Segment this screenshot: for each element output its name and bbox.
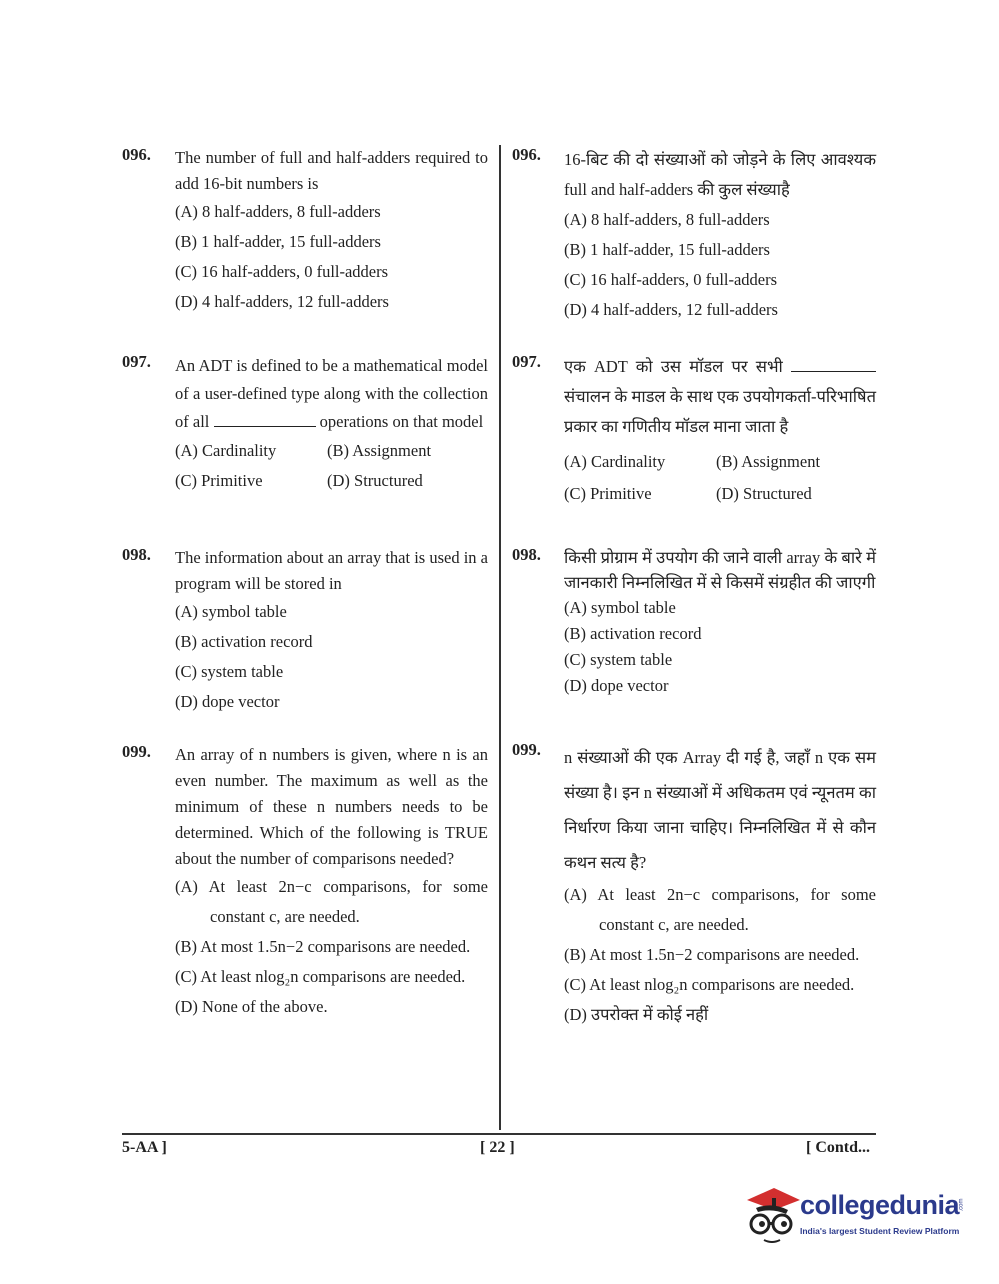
booklet-code: 5-AA ] [122, 1139, 167, 1156]
question-number: 097. [122, 352, 151, 371]
answer-blank [791, 357, 876, 372]
question-097-en [122, 352, 488, 496]
footer-rule [122, 1133, 876, 1135]
question-text: The number of full and half-adders required to add 16-bit numbers is [175, 148, 488, 193]
option-d: (D) None of the above. [175, 997, 328, 1016]
answer-blank [214, 412, 316, 427]
option-c: (C) Primitive [175, 471, 263, 490]
question-number: 098. [512, 545, 541, 564]
option-a: (A) Cardinality [175, 441, 277, 460]
question-text: The information about an array that is used in a program will be stored in [175, 548, 488, 593]
question-text: 16-बिट की दो संख्याओं को जोड़ने के लिए आवश्यक full and half-adders की कुल संख्याहै [564, 150, 876, 199]
question-number: 099. [512, 740, 541, 759]
option-b: (B) At most 1.5n−2 comparisons are needed. [175, 937, 471, 956]
question-number: 096. [122, 145, 151, 164]
question-099-en [122, 742, 488, 1022]
options-row-2 [564, 478, 876, 510]
option-d: (D) Structured [716, 484, 812, 503]
question-099-hi [512, 740, 876, 1030]
option-c: (C) 16 half-adders, 0 full-adders [564, 270, 778, 289]
option-d: (D) Structured [327, 471, 423, 490]
continued-label: [ Contd... [806, 1139, 871, 1156]
question-096-en [122, 145, 488, 317]
option-d: (D) dope vector [564, 676, 669, 695]
options-row-2 [175, 466, 488, 496]
option-a: (A) 8 half-adders, 8 full-adders [175, 202, 381, 221]
option-b: (B) activation record [564, 624, 702, 643]
question-number: 098. [122, 545, 151, 564]
collegedunia-mascot-icon [742, 1180, 802, 1250]
option-a: (A) At least 2n−c comparisons, for some constant c, are needed. [175, 877, 488, 926]
option-d: (D) dope vector [175, 692, 280, 711]
brand-name: collegedunia [800, 1190, 960, 1220]
question-text: An array of n numbers is given, where n is an even number. The maximum as well as the minimum of these n numbers needs to be determined. Which of the following is TRUE about the number of comparisons needed? [175, 745, 488, 868]
question-text-before: An ADT is defined to be a mathematical model of a user-defined type along with the collection of all [175, 356, 488, 431]
option-b: (B) Assignment [327, 441, 432, 460]
option-a: (A) At least 2n−c comparisons, for some constant c, are needed. [564, 885, 876, 934]
column-divider [499, 145, 501, 1130]
page-number: [ 22 ] [480, 1139, 515, 1156]
option-d: (D) उपरोक्त में कोई नहीं [564, 1005, 709, 1024]
option-b: (B) activation record [175, 632, 313, 651]
option-a: (A) Cardinality [564, 452, 666, 471]
option-c: (C) 16 half-adders, 0 full-adders [175, 262, 389, 281]
option-c: (C) At least nlog₂n comparisons are needed. [564, 975, 855, 994]
question-text [175, 352, 488, 436]
option-b: (B) At most 1.5n−2 comparisons are needed. [564, 945, 860, 964]
option-c: (C) At least nlog₂n comparisons are needed. [175, 967, 466, 986]
question-098-en [122, 545, 488, 717]
question-098-hi [512, 545, 876, 699]
brand-domain: .com [958, 1198, 965, 1212]
question-text-after: operations on that model [319, 412, 484, 431]
option-a: (A) symbol table [175, 602, 287, 621]
option-d: (D) 4 half-adders, 12 full-adders [564, 300, 778, 319]
question-text: n संख्याओं की एक Array दी गई है, जहाँ n एक सम संख्या है। इन n संख्याओं में अधिकतम एवं न्यूनतम का निर्धारण किया जाना चाहिए। निम्नलिखित में से कौन कथन सत्य है? [564, 748, 876, 872]
option-b: (B) 1 half-adder, 15 full-adders [175, 232, 381, 251]
question-096-hi [512, 145, 876, 325]
option-a: (A) 8 half-adders, 8 full-adders [564, 210, 770, 229]
question-number: 097. [512, 352, 541, 371]
question-text-after: संचालन के माडल के साथ एक उपयोगकर्ता-परिभाषित प्रकार का गणितीय मॉडल माना जाता है [564, 387, 876, 436]
option-c: (C) system table [564, 650, 673, 669]
question-number: 096. [512, 145, 541, 164]
brand-tagline: India's largest Student Review Platform [800, 1226, 960, 1236]
option-b: (B) Assignment [716, 452, 821, 471]
options-row-1 [175, 436, 488, 466]
option-b: (B) 1 half-adder, 15 full-adders [564, 240, 770, 259]
option-c: (C) Primitive [564, 484, 652, 503]
question-text: किसी प्रोग्राम में उपयोग की जाने वाली array के बारे में जानकारी निम्नलिखित में से किसमें संग्रहीत की जाएगी [564, 548, 876, 592]
option-c: (C) system table [175, 662, 284, 681]
question-text [564, 352, 876, 442]
question-097-hi [512, 352, 876, 510]
option-a: (A) symbol table [564, 598, 676, 617]
question-text-before: एक ADT को उस मॉडल पर सभी [564, 357, 783, 376]
options-row-1 [564, 446, 876, 478]
question-number: 099. [122, 742, 151, 761]
option-d: (D) 4 half-adders, 12 full-adders [175, 292, 389, 311]
